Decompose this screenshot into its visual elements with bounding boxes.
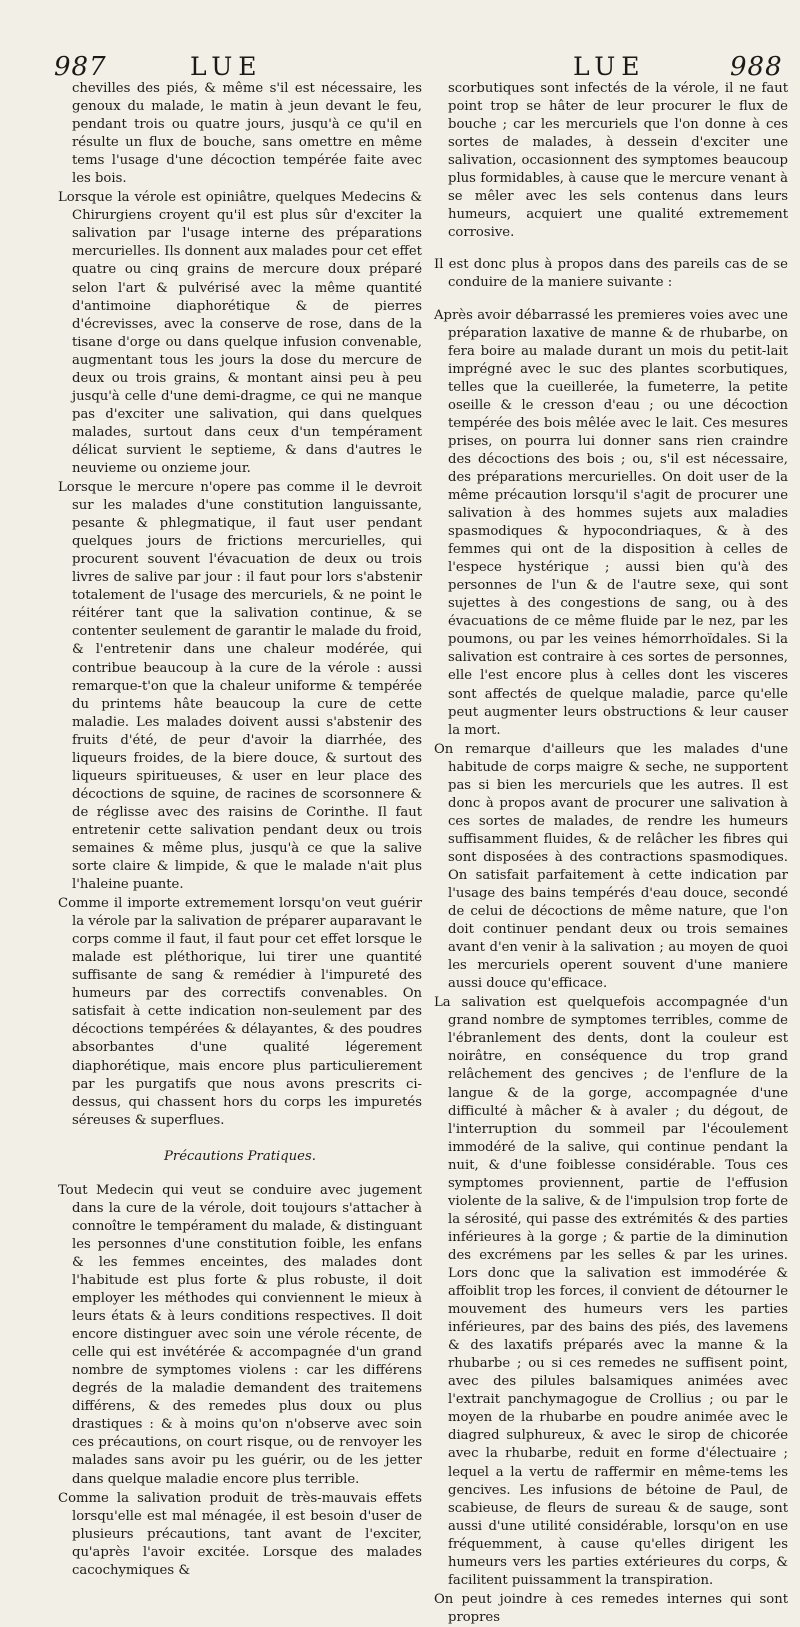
paragraph: Comme il importe extremement lorsqu'on veut guérir la vérole par la salivation de préparer auparavant le corps comme il faut, il faut pour cet effet lorsque le malade est pléthorique, lui tirer une quantité suffisante de sang & remédier à l'impureté des humeurs par des correctifs convenables. On satisfait à cette indication non-seulement par des décoctions tempérées & délayantes, & des poudres absorbantes d'une qualité légerement diaphorétique, mais encore plus particulierement par les purgatifs que nous avons prescrits ci-dessus, qui chassent hors du corps les impuretés séreuses & superflues. — [58, 896, 422, 1128]
page-number-left: 987 — [54, 52, 107, 82]
paragraph: On peut joindre à ces remedes internes qui sont propres — [434, 1591, 788, 1625]
paragraph: Il est donc plus à propos dans des pareils cas de se conduire de la maniere suivante : — [434, 257, 788, 291]
paragraph: Lorsque la vérole est opiniâtre, quelques Medecins & Chirurgiens croyent qu'il est plus sûr d'exciter la salivation par l'usage interne des préparations mercurielles. Ils donnent aux malades pour cet effet quatre ou cinq grains de mercure doux préparé selon l'art & pulvérisé avec la même quantité d'antimoine diaphorétique & de pierres d'écrevisses, avec la conserve de rose, dans de la tisane d'orge ou dans quelque infusion convenable, augmentant tous les jours la dose du mercure de deux ou trois grains, & montant ainsi peu à peu jusqu'à celle d'une demi-dragme, ce qui ne manque pas d'exciter une salivation, qui dans quelques malades, surtout dans ceux d'un tempérament délicat survient le septieme, & dans d'autres le neuvieme ou onzieme jour. — [58, 190, 422, 476]
section-heading: Précautions Pratiques. — [164, 1148, 316, 1164]
left-column — [58, 80, 422, 1578]
page-number-right: 988 — [730, 52, 783, 82]
running-header — [0, 0, 800, 90]
running-title-left: LUE — [190, 52, 263, 81]
paragraph: La salivation est quelquefois accompagnée d'un grand nombre de symptomes terribles, comme de l'ébranlement des dents, dont la couleur est noirâtre, en conséquence du trop grand relâchement des gencives ; de l'enflure de la langue & de la gorge, accompagnée d'une difficulté à mâcher & à avaler ; du dégout, de l'interruption du sommeil par l'écoulement immodéré de la salive, qui continue pendant la nuit, & d'une foiblesse considérable. Tous ces symptomes proviennent, partie de l'effusion violente de la salive, & de l'impulsion trop forte de la sérosité, qui passe des extrémités & des parties inférieures à la gorge ; & partie de la diminution des excrémens par les selles & par les urines. Lors donc que la salivation est immodérée & affoiblit trop les forces, il convient de détourner le mouvement des humeurs vers les parties inférieures, par des bains des piés, des lavemens & des laxatifs préparés avec la manne & la rhubarbe ; ou si ces remedes ne suffisent point, avec des pilules balsamiques animées avec l'extrait panchymagogue de Crollius ; ou par le moyen de la rhubarbe en poudre animée avec le diagred sulphureux, & avec le sirop de chicorée avec la rhubarbe, reduit en forme d'électuaire ; lequel a la vertu de raffermir en même-tems les gencives. Les infusions de bétoine de Paul, de scabieuse, de fleurs de sureau & de sauge, sont aussi d'une utilité considérable, lorsqu'on en use fréquemment, à cause qu'elles dirigent les humeurs vers les parties extérieures du corps, & facilitent puissamment la transpiration. — [434, 995, 788, 1588]
paragraph: Après avoir débarrassé les premieres voies avec une préparation laxative de manne & de rhubarbe, on fera boire au malade durant un mois du petit-lait imprégné avec le suc des plantes scorbutiques, telles que la cueillerée, la fumeterre, la petite oseille & le cresson d'eau ; ou une décoction tempérée des bois mêlée avec le lait. Ces mesures prises, on pourra lui donner sans rien craindre des décoctions des bois ; ou, s'il est nécessaire, des préparations mercurielles. On doit user de la même précaution lorsqu'il s'agit de procurer une salivation à des hommes sujets aux maladies spasmodiques & hypocondriaques, & à des femmes qui ont de la disposition à celles de l'espece hystérique ; aussi bien qu'à des personnes de l'un & de l'autre sexe, qui sont sujettes à des congestions de sang, ou à des évacuations de ce même fluide par le nez, par les poumons, ou par les veines hémorrhoïdales. Si la salivation est contraire à ces sortes de personnes, elle l'est encore plus à celles dont les visceres sont affectés de quelque maladie, parce qu'elle peut augmenter leurs obstructions & leur causer la mort. — [434, 307, 788, 738]
right-column — [434, 80, 788, 1625]
paragraph: Tout Medecin qui veut se conduire avec jugement dans la cure de la vérole, doit toujours s'attacher à connoître le tempérament du malade, & distinguant les personnes d'une constitution foible, les enfans & les femmes enceintes, des malades dont l'habitude est plus forte & plus robuste, il doit employer les méthodes qui conviennent le mieux à leurs états & à leurs conditions respectives. Il doit encore distinguer avec soin une vérole récente, de celle qui est invétérée & accompagnée d'un grand nombre de symptomes violens : car les différens degrés de la maladie demandent des traitemens différens, & des remedes plus doux ou plus drastiques : & à moins qu'on n'observe avec soin ces précautions, on court risque, ou de renvoyer les malades sans avoir pu les guérir, ou de les jetter dans quelque maladie encore plus terrible. — [58, 1182, 422, 1487]
paragraph: On remarque d'ailleurs que les malades d'une habitude de corps maigre & seche, ne supportent pas si bien les mercuriels que les autres. Il est donc à propos avant de procurer une salivation à ces sortes de malades, de rendre les humeurs suffisamment fluides, & de relâcher les fibres qui sont disposées à des contractions spasmodiques. On satisfait parfaitement à cette indication par l'usage des bains tempérés d'eau douce, secondé de celui de décoctions de même nature, que l'on doit continuer pendant deux ou trois semaines avant d'en venir à la salivation ; au moyen de quoi les mercuriels operent souvent d'une maniere aussi douce qu'efficace. — [434, 741, 788, 992]
paragraph: chevilles des piés, & même s'il est nécessaire, les genoux du malade, le matin à jeun devant le feu, pendant trois ou quatre jours, jusqu'à ce qu'il en résulte un flux de bouche, sans omettre en même tems l'usage d'une décoction tempérée faite avec les bois. — [72, 81, 422, 187]
paragraph: Comme la salivation produit de très-mauvais effets lorsqu'elle est mal ménagée, il est besoin d'user de plusieurs précautions, tant avant de l'exciter, qu'après l'avoir excitée. Lorsque des malades cacochymiques & — [58, 1490, 422, 1578]
running-title-right: LUE — [573, 52, 646, 81]
paragraph: scorbutiques sont infectés de la vérole, il ne faut point trop se hâter de leur procurer le flux de bouche ; car les mercuriels que l'on donne à ces sortes de malades, à dessein d'exciter une salivation, occasionnent des symptomes beaucoup plus formidables, à cause que le mercure venant à se mêler avec les sels contenus dans leurs humeurs, acquiert une qualité extremement corrosive. — [448, 81, 788, 241]
paragraph: Lorsque le mercure n'opere pas comme il le devroit sur les malades d'une constitution languissante, pesante & phlegmatique, il faut user pendant quelques jours de frictions mercurielles, qui procurent souvent l'évacuation de deux ou trois livres de salive par jour : il faut pour lors s'abstenir totalement de l'usage des mercuriels, & ne point le réitérer tant que la salivation continue, & se contenter seulement de garantir le malade du froid, & l'entretenir dans une chaleur modérée, qui contribue beaucoup à la cure de la vérole : aussi remarque-t'on que la chaleur uniforme & tempérée du printems hâte beaucoup la cure de cette maladie. Les malades doivent aussi s'abstenir des fruits d'été, de peur d'avoir la diarrhée, des liqueurs froides, de la biere douce, & surtout des liqueurs spiritueuses, & user en leur place des décoctions de squine, de racines de scorsonnere & de réglisse avec des raisins de Corinthe. Il faut entretenir cette salivation pendant deux ou trois semaines & même plus, jusqu'à ce que la salive sorte claire & limpide, & que le malade n'ait plus l'haleine puante. — [58, 480, 422, 893]
